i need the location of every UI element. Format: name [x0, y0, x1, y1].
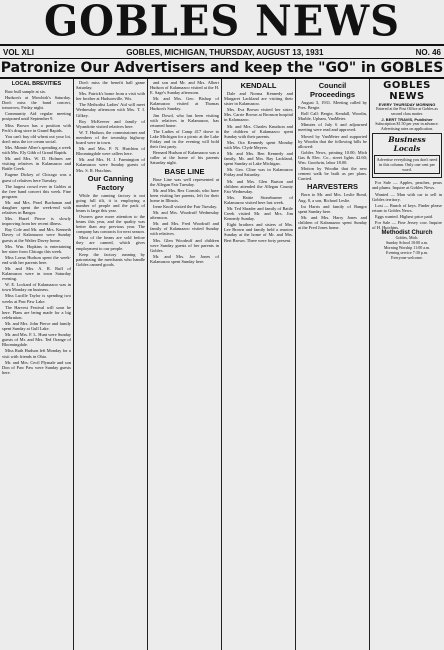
article-paragraph: Keep the factory running by patronizing the merchants who handle Gobles canned goods. [76, 251, 145, 267]
kendall-heading: KENDALL [240, 81, 277, 90]
news-item: Mrs. Wm. Hopkins is entertaining her sister from Chicago this week. [2, 243, 71, 254]
article-paragraph: Most of the beans are sold before they are canned, which gives employment to our people. [76, 235, 145, 251]
classified-ad: Eggs wanted. Highest price paid. [375, 213, 434, 219]
news-item: The Ladies of Camp 417 drove to Lake Michigan for a picnic at the Lake Friday and in the evening will hold their first party. [150, 128, 219, 150]
news-item: Mr. and Mrs. Cecil Plymale and son Don of Paw Paw were Sunday guests here. [2, 359, 71, 375]
news-item: Jim Dowd, who has been visiting with relatives in Kalamazoo, has returned home. [150, 112, 219, 128]
article-paragraph: August 3, 1931. Meeting called by Pres. Bergie. [298, 100, 367, 111]
news-item: Mr. and Mrs. Pearl Buchanan and daughter spent the week-end with relatives in Bangor. [2, 199, 71, 216]
news-item: You can't buy old wheat out your lot, don't miss the ice cream social. [2, 133, 71, 144]
masthead: GOBLES NEWS [43, 0, 401, 47]
news-item: Mrs. Eva Brown visited her sister, Mrs. Carrie Brown at Bronson hospital in Kalamazoo. [224, 107, 293, 123]
article-paragraph: Roll Call: Bergie, Kendall, Woodin, Marble, Upham, VanMeter. [298, 111, 367, 122]
news-item: W. E. Lockard of Kalamazoo was in town Monday on business. [2, 282, 71, 293]
news-item: Ray Cole and Mr. and Mrs. Kenneth Davey of Kalamazoo were Sunday guests at the Walter Davey home. [2, 227, 71, 243]
column-2 [74, 79, 148, 650]
harvesters-heading: HARVESTERS [306, 182, 359, 192]
news-item: Mr. and Mrs. W. D. Holmes are visiting relatives in Kalamazoo and Battle Creek. [2, 156, 71, 172]
article-paragraph: Minutes of July 6 and adjourned meeting were read and approved. [298, 122, 367, 133]
news-item: Mrs. Minnie Alber's spending a week with Mrs. Ely Gibb of Grand Rapids. [2, 144, 71, 156]
column-local-brevities [0, 79, 74, 650]
news-item: Mr. and Mrs. Ben Kennedy and family, Mr. and Mrs. Ray Lackland, spent Sunday at Lake Michigan. [224, 151, 293, 167]
news-item: Miss Brown has a position with Peck's drug store in Grand Rapids. [2, 122, 71, 133]
column-grid [0, 79, 444, 650]
base-line-heading: BASE LINE [164, 166, 205, 176]
slogan-banner: Patronize Our Advertisers and keep the "GO" in GOBLES [0, 59, 444, 79]
news-item: Mr. and Mrs. P. N. Hutchins of Bloomingdale were callers here. [76, 146, 145, 157]
news-item: Miss Ruth Hudson left Monday for a visit with friends in Ohio. [2, 348, 71, 359]
news-item: The Methodist Ladies' Aid will meet Wednesday afternoon with Mrs. T. I. Gilkey. [76, 102, 145, 118]
news-item: Mr. and Mrs. John Pierce and family spent Sunday at Gull Lake. [2, 320, 71, 332]
news-item: Raw bull sample at six. [5, 89, 47, 94]
issue-number: NO. 46 [415, 47, 441, 57]
gobles-news-box-title: GOBLES NEWS [383, 80, 431, 102]
news-item: The Harvest Festival will soon be here. Plans are being made for a big celebration. [2, 304, 71, 320]
news-item: Don't miss the benefit ball game Saturday. [76, 80, 145, 91]
volume-number: VOL XLI [3, 47, 34, 57]
news-item: Irene Knoll visited the Fair Tuesday. [153, 203, 218, 209]
business-locals-notice: Advertise everything you don't need in this column. Only one cent per word. [374, 155, 440, 174]
postal-entry-notice: Entered at the Post Office at Gobles as second class matter. [376, 106, 438, 116]
canning-factory-heading: Our Canning Factory [87, 173, 134, 192]
news-item: Born to Mr. and Mrs. Leslie Bond, Aug. 8, a son, Richard Leslie. [298, 192, 367, 203]
article-paragraph: Gobles News, printing 10.00; Mich Gas & Elec. Co., street lights 42.60; Wm. Goodwin, labor 18.00. [298, 149, 367, 166]
column-council [296, 79, 370, 650]
column-3 [148, 79, 222, 650]
business-locals-title: Business Locals [388, 135, 426, 154]
classified-ad: For Sale — Fine Jersey cow. Inquire of H. Hutchins. [372, 220, 442, 231]
news-item: Mr. and Mrs. Woodruff Wednesday afternoon. [150, 210, 219, 221]
classified-ad: For Sale — Apples, peaches, pears and plums. Inquire at Gobles News. [372, 180, 442, 191]
news-item: Mr. and Mrs. H. J. Farmington of Kalamazoo were Sunday guests of Mrs. S. R. Hutchins. [76, 157, 145, 173]
news-item: Mrs. Hazel Pierce is slowly improving from her recent illness. [2, 216, 71, 227]
church-location: Gobles, Mich. [395, 235, 419, 241]
news-item: Eugene Dickey of Chicago was a guest of relatives here Tuesday. [2, 172, 71, 183]
news-item: Community Aid regular meeting postponed until September 9. [2, 111, 71, 122]
news-item: Mr. and Mrs. A. R. Ruff of Kalamazoo were in town Saturday evening. [2, 266, 71, 282]
news-item: Roy McKeever and family of Wyandotte visited relatives here. [76, 118, 145, 129]
news-item: Mrs. Patrick's home from a visit with her brother at Hudsonville, Wis. [76, 91, 145, 102]
article-paragraph: Owners gave more attention to the beans this year, and the quality was better than any previous year. The company has contracts for next season. [76, 213, 145, 235]
classified-ad: Lost — Bunch of keys. Finder please return to Gobles News. [372, 202, 442, 213]
local-brevities-heading: LOCAL BREVITIES [11, 81, 62, 87]
news-item: Mr. and Mrs. Charles Knudson and the children of Kalamazoo spent Sunday with their parents. [224, 123, 293, 139]
article-paragraph: Moved by VanMeter and supported by Woodin that the following bills be allowed: [298, 133, 367, 149]
news-item: Dale and Norma Kennedy and Margaret Lackland are visiting their sister in Kalamazoo. [224, 91, 293, 107]
news-item: Hudson's at Mowhirk's Saturday. Don't miss the band concert, tomorrow, Friday night. [2, 95, 71, 111]
column-kendall [222, 79, 296, 650]
news-item: Mrs. Hattie Stoneburner of Kalamazoo visited here last week. [224, 194, 293, 205]
church-welcome: Everyone welcome. [391, 254, 423, 260]
column-masthead-info [370, 79, 444, 650]
news-item: The largest crowd ever in Gobles at the free band concert this week. Fine program. [2, 183, 71, 199]
news-item: Miss Lorna Hudson spent the week-end with her parents here. [2, 254, 71, 265]
council-proceedings-heading: Council Proceedings [309, 81, 355, 99]
church-service-time: Morning Worship 11:00 a.m. [383, 244, 431, 250]
article-paragraph: While the canning factory is not going full tilt, it is employing a number of people and the pack of beans is large this year. [76, 192, 145, 213]
methodist-church-heading: Methodist Church [381, 230, 433, 237]
news-item: Bernard Hudson of Kalamazoo was a caller at the home of his parents Saturday night. [150, 150, 219, 166]
publication-frequency: EVERY THURSDAY MORNING [378, 102, 436, 107]
news-item: Mr. and Mrs. F. L. Hunt were Sunday guests of Mr. and Mrs. Ted Orange of Bloomingdale. [2, 332, 71, 348]
dateline [0, 44, 444, 59]
church-service-time: Sunday School 10:00 a.m. [385, 240, 429, 246]
news-item: Mrs. Glen Woodruff and children were Sunday guests of her parents in Gobles. [150, 237, 219, 253]
news-item: Mr. Ted Shrader and family of Battle Creek visited Mr. and Mrs. Jim Kennedy Sunday. [224, 205, 293, 222]
publisher-name: J. BERT TRAVIS, Publisher [381, 116, 433, 122]
news-item: Mr. Geo. Cline was in Kalamazoo Friday and Saturday. [224, 167, 293, 178]
news-item: and son and Mr. and Mrs. Albert Hudson of Kalamazoo visited at the H. E. Sage's Sunday afternoon. [150, 80, 219, 96]
news-item: Mr. and Mrs. Glen Burton and children attended the Allegan County Fair Wednesday. [224, 178, 293, 194]
news-item: Base Line was well represented at the Allegan Fair Tuesday. [150, 176, 219, 187]
news-item: Mr. and Mrs. Rex Cornish, who have been visiting her parents, left for their home in Illinois. [150, 187, 219, 203]
news-item: Mr. and Mrs. Geo. Bishop of Kalamazoo visited at Thomas Hudson's Sunday. [150, 96, 219, 112]
news-item: W. T. Hudson, the commissioner and members of the township highway board were in town. [76, 129, 145, 146]
classified-ad: Wanted — Man with car to sell in Gobles territory. [372, 191, 442, 202]
news-item: Ira Harris and family of Bangor spent Sunday here. [298, 203, 367, 214]
news-item: Eight brothers and sisters of Mrs. Lee Brown and family held a reunion Sunday at the home of Mr. and Mrs. Bert Brown. There were forty present. [224, 222, 293, 243]
news-item: Miss Lucille Taylor is spending two weeks at Paw Paw Lake. [2, 293, 71, 304]
publication-date: GOBLES, MICHIGAN, THURSDAY, AUGUST 13, 1931 [126, 47, 324, 57]
church-service-time: Evening service 7:30 p.m. [386, 249, 428, 255]
news-item: Mr. and Mrs. Fred Woodruff and family of Kalamazoo visited Sunday with relatives. [150, 221, 219, 237]
news-item: Mr. and Mrs. Harry Jones and children of Kalamazoo spent Sunday at the Fred Jones home. [298, 214, 367, 230]
subscription-rates: Subscription $1.50 per year in advance. Advertising rates on application. [375, 120, 439, 131]
news-item: Mr. and Mrs. Joe Jones of Kalamazoo spent Sunday here. [150, 253, 219, 264]
business-locals-box [372, 133, 442, 178]
article-paragraph: Motion by Woodin that the new cement walk be built as per plans. Carried. [298, 166, 367, 182]
news-item: Mrs. Ora Kennedy spent Monday with Mrs. Clyde Meyers. [224, 139, 293, 150]
